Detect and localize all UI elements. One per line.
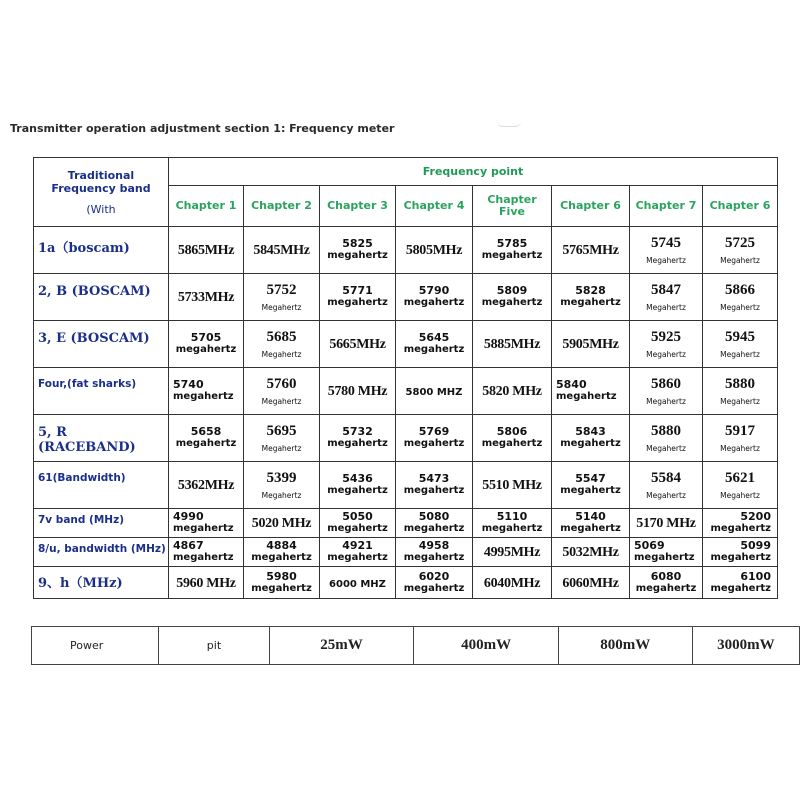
frequency-value: 5880 — [651, 422, 681, 439]
band-name-cell — [34, 415, 169, 462]
frequency-unit: megahertz — [173, 552, 234, 563]
band-name: 3, E (BOSCAM) — [38, 331, 150, 346]
band-name: 7v band (MHz) — [38, 514, 124, 526]
frequency-value: 5658 — [190, 425, 222, 438]
frequency-value: 5960 MHz — [176, 575, 236, 591]
frequency-value: 5695 — [266, 422, 297, 439]
frequency-value: 5847 — [651, 281, 681, 298]
channel-header: Chapter 7 — [630, 186, 703, 227]
frequency-value: 5860 — [651, 375, 681, 392]
frequency-value: 5752 — [266, 281, 297, 298]
frequency-unit: Megahertz — [646, 490, 686, 500]
frequency-unit: megahertz — [175, 344, 237, 355]
frequency-unit: megahertz — [560, 297, 621, 308]
band-name-cell — [34, 227, 169, 274]
frequency-cell — [169, 567, 244, 599]
frequency-cell — [703, 538, 778, 567]
table-row — [34, 538, 778, 567]
frequency-value: 5547 — [575, 472, 606, 485]
frequency-value: 5769 — [418, 425, 450, 438]
frequency-cell — [320, 567, 396, 599]
channel-header: Chapter 2 — [244, 186, 320, 227]
frequency-unit: megahertz — [481, 250, 543, 261]
frequency-cell — [552, 567, 630, 599]
frequency-cell — [320, 274, 396, 321]
frequency-unit: Megahertz — [720, 443, 760, 453]
frequency-value: 5645 — [418, 331, 450, 344]
frequency-unit: megahertz — [560, 438, 621, 449]
table-row — [34, 509, 778, 538]
frequency-value: 5705 — [190, 331, 222, 344]
frequency-value: 5399 — [266, 469, 297, 486]
frequency-unit: Megahertz — [646, 349, 686, 359]
band-name: 61(Bandwidth) — [38, 472, 126, 484]
frequency-value: 5510 MHz — [482, 478, 542, 493]
frequency-cell — [244, 274, 320, 321]
frequency-cell — [473, 509, 552, 538]
frequency-cell — [396, 538, 473, 567]
frequency-cell — [703, 368, 778, 415]
frequency-cell — [396, 462, 473, 509]
frequency-value: 6020 — [418, 569, 450, 583]
frequency-value: 4867 — [173, 539, 204, 552]
frequency-unit: megahertz — [327, 552, 388, 563]
frequency-value: 5866 — [725, 281, 755, 298]
frequency-cell — [169, 274, 244, 321]
frequency-cell — [169, 462, 244, 509]
frequency-cell — [244, 462, 320, 509]
frequency-cell — [473, 368, 552, 415]
frequency-value: 5069 — [634, 539, 665, 552]
channel-header: Chapter 1 — [169, 186, 244, 227]
power-table — [31, 626, 800, 665]
power-unit: pit — [159, 627, 270, 665]
frequency-cell — [169, 227, 244, 274]
frequency-unit: megahertz — [710, 523, 771, 534]
frequency-cell — [703, 567, 778, 599]
frequency-cell — [244, 415, 320, 462]
frequency-unit: megahertz — [481, 438, 543, 449]
frequency-unit: megahertz — [173, 391, 234, 402]
frequency-value: 4884 — [266, 539, 297, 552]
frequency-cell — [630, 538, 703, 567]
frequency-value: 5436 — [342, 472, 373, 485]
frequency-unit: Megahertz — [720, 396, 760, 406]
frequency-unit: megahertz — [710, 552, 771, 563]
frequency-table — [33, 157, 778, 599]
frequency-value: 5760 — [266, 375, 297, 392]
frequency-unit: megahertz — [327, 438, 388, 449]
frequency-value: 4995MHz — [483, 545, 541, 560]
frequency-value: 5825 — [342, 237, 373, 250]
frequency-value: 5732 — [342, 425, 373, 438]
frequency-cell — [703, 462, 778, 509]
frequency-cell — [320, 462, 396, 509]
frequency-value: 5917 — [725, 422, 755, 439]
frequency-value: 5099 — [740, 539, 771, 552]
frequency-cell — [630, 227, 703, 274]
frequency-cell — [396, 415, 473, 462]
frequency-unit: megahertz — [560, 485, 621, 496]
frequency-value: 5771 — [342, 284, 373, 297]
frequency-unit: megahertz — [403, 552, 465, 563]
frequency-unit: megahertz — [556, 391, 617, 402]
frequency-unit: megahertz — [635, 582, 697, 594]
frequency-unit: megahertz — [251, 582, 312, 594]
table-row — [34, 227, 778, 274]
frequency-cell — [552, 321, 630, 368]
frequency-cell — [320, 227, 396, 274]
frequency-value: 5980 — [266, 569, 297, 583]
frequency-unit: megahertz — [327, 297, 388, 308]
table-row — [34, 274, 778, 321]
frequency-unit: megahertz — [251, 552, 312, 563]
frequency-cell — [320, 368, 396, 415]
frequency-cell — [396, 274, 473, 321]
frequency-value: 5020 MHz — [251, 516, 312, 531]
frequency-cell — [703, 415, 778, 462]
frequency-value: 6060MHz — [562, 575, 619, 591]
frequency-value: 5050 — [342, 510, 373, 523]
frequency-cell — [630, 415, 703, 462]
frequency-value: 5945 — [725, 328, 755, 345]
frequency-cell — [169, 368, 244, 415]
frequency-unit: megahertz — [327, 523, 388, 534]
frequency-value: 5080 — [418, 510, 450, 523]
frequency-cell — [473, 274, 552, 321]
frequency-cell — [396, 567, 473, 599]
channel-header: Chapter 3 — [320, 186, 396, 227]
frequency-unit: Megahertz — [720, 490, 760, 500]
frequency-cell — [396, 368, 473, 415]
band-name-cell — [34, 462, 169, 509]
frequency-point-header: Frequency point — [169, 158, 778, 186]
frequency-cell — [244, 509, 320, 538]
frequency-cell — [630, 321, 703, 368]
band-name: 8/u, bandwidth (MHz) — [38, 543, 166, 555]
frequency-value: 5805MHz — [405, 243, 463, 258]
power-label: Power — [32, 627, 159, 665]
frequency-value: 5725 — [725, 234, 755, 251]
frequency-unit: megahertz — [327, 250, 388, 261]
frequency-value: 5170 MHz — [636, 516, 696, 531]
band-name-cell — [34, 567, 169, 599]
band-name: 5, R (RACEBAND) — [38, 425, 136, 455]
frequency-value: 5785 — [496, 237, 528, 250]
frequency-cell — [473, 567, 552, 599]
frequency-value: 5765MHz — [562, 243, 619, 258]
frequency-value: 4958 — [418, 539, 450, 552]
frequency-cell — [630, 509, 703, 538]
frequency-unit: Megahertz — [646, 255, 686, 265]
frequency-cell — [473, 538, 552, 567]
frequency-value: 5584 — [651, 469, 681, 486]
frequency-unit: Megahertz — [261, 349, 302, 359]
frequency-cell — [320, 415, 396, 462]
frequency-cell — [244, 567, 320, 599]
frequency-cell — [552, 274, 630, 321]
power-value: 400mW — [414, 627, 559, 665]
frequency-cell — [703, 509, 778, 538]
band-header-sub: (With — [86, 202, 116, 216]
frequency-cell — [703, 227, 778, 274]
frequency-cell — [630, 462, 703, 509]
frequency-cell — [320, 509, 396, 538]
frequency-unit: megahertz — [481, 523, 543, 534]
frequency-unit: Megahertz — [646, 396, 686, 406]
frequency-value: 5733MHz — [177, 290, 235, 305]
frequency-value: 5665MHz — [329, 337, 386, 352]
band-name-cell — [34, 538, 169, 567]
frequency-value: 5865MHz — [177, 243, 235, 258]
frequency-unit: megahertz — [403, 523, 465, 534]
frequency-value: 5800 MHZ — [405, 387, 463, 398]
frequency-value: 5740 — [173, 378, 204, 391]
table-row — [34, 567, 778, 599]
frequency-unit: Megahertz — [646, 443, 686, 453]
frequency-unit: megahertz — [481, 297, 543, 308]
frequency-value: 5880 — [725, 375, 755, 392]
frequency-unit: megahertz — [175, 438, 237, 449]
channel-header: Chapter Five — [473, 186, 552, 227]
frequency-unit: Megahertz — [646, 302, 686, 312]
band-header-label: Traditional Frequency band — [51, 168, 151, 195]
frequency-value: 5809 — [496, 284, 528, 297]
frequency-unit: megahertz — [403, 485, 465, 496]
frequency-cell — [244, 227, 320, 274]
frequency-cell — [703, 274, 778, 321]
band-name: Four,(fat sharks) — [38, 378, 137, 390]
frequency-value: 4990 — [173, 510, 204, 523]
band-name-cell — [34, 368, 169, 415]
table-row — [34, 321, 778, 368]
frequency-unit: megahertz — [710, 582, 771, 594]
frequency-value: 5621 — [725, 469, 755, 486]
frequency-cell — [320, 538, 396, 567]
table-row — [34, 462, 778, 509]
frequency-unit: Megahertz — [261, 396, 302, 406]
frequency-cell — [552, 415, 630, 462]
frequency-cell — [169, 321, 244, 368]
frequency-cell — [473, 227, 552, 274]
frequency-cell — [169, 538, 244, 567]
table-row — [34, 415, 778, 462]
frequency-cell — [320, 321, 396, 368]
frequency-cell — [703, 321, 778, 368]
band-name: 2, B (BOSCAM) — [38, 284, 151, 299]
frequency-unit: Megahertz — [720, 349, 760, 359]
frequency-cell — [552, 227, 630, 274]
frequency-unit: Megahertz — [261, 302, 302, 312]
power-value: 3000mW — [692, 627, 799, 665]
frequency-cell — [473, 321, 552, 368]
frequency-value: 5473 — [418, 472, 450, 485]
frequency-value: 5790 — [418, 284, 450, 297]
frequency-value: 5843 — [575, 425, 606, 438]
frequency-unit: megahertz — [403, 297, 465, 308]
frequency-value: 5806 — [496, 425, 528, 438]
frequency-unit: megahertz — [327, 485, 388, 496]
band-name: 9、h（MHz) — [38, 576, 123, 591]
frequency-value: 5905MHz — [562, 337, 619, 352]
band-name: 1a（boscam) — [38, 241, 130, 256]
frequency-value: 5828 — [575, 284, 606, 297]
power-value: 800mW — [558, 627, 692, 665]
frequency-cell — [169, 509, 244, 538]
frequency-value: 5840 — [556, 378, 587, 391]
frequency-unit: Megahertz — [720, 255, 760, 265]
frequency-cell — [169, 415, 244, 462]
frequency-value: 5820 MHz — [482, 384, 542, 399]
frequency-unit: Megahertz — [720, 302, 760, 312]
frequency-value: 5032MHz — [562, 545, 619, 560]
frequency-value: 6040MHz — [483, 575, 541, 591]
frequency-cell — [396, 509, 473, 538]
frequency-value: 5200 — [740, 510, 771, 523]
frequency-value: 5925 — [651, 328, 681, 345]
frequency-cell — [244, 368, 320, 415]
frequency-cell — [552, 509, 630, 538]
frequency-cell — [473, 415, 552, 462]
frequency-unit: megahertz — [560, 523, 621, 534]
frequency-cell — [552, 538, 630, 567]
band-name-cell — [34, 509, 169, 538]
frequency-cell — [630, 567, 703, 599]
frequency-value: 5110 — [496, 510, 528, 523]
frequency-value: 5362MHz — [177, 478, 235, 493]
frequency-value: 6000 MHZ — [329, 578, 386, 590]
frequency-unit: megahertz — [403, 438, 465, 449]
frequency-value: 5845MHz — [253, 243, 310, 258]
frequency-value: 5780 MHz — [327, 384, 388, 399]
page-title: Transmitter operation adjustment section 1: Frequency meter — [10, 122, 395, 135]
frequency-cell — [552, 368, 630, 415]
frequency-unit: megahertz — [403, 582, 465, 594]
frequency-value: 4921 — [342, 539, 373, 552]
channel-header: Chapter 4 — [396, 186, 473, 227]
band-name-cell — [34, 274, 169, 321]
frequency-cell — [630, 368, 703, 415]
frequency-unit: Megahertz — [261, 490, 302, 500]
frequency-value: 5140 — [575, 510, 606, 523]
frequency-unit: megahertz — [173, 523, 234, 534]
decorative-mark — [497, 121, 521, 127]
frequency-cell — [244, 321, 320, 368]
channel-header: Chapter 6 — [552, 186, 630, 227]
power-value: 25mW — [269, 627, 414, 665]
frequency-unit: megahertz — [634, 552, 695, 563]
frequency-value: 6080 — [650, 569, 682, 583]
channel-header: Chapter 6 — [703, 186, 778, 227]
frequency-value: 6100 — [740, 569, 771, 583]
frequency-cell — [473, 462, 552, 509]
band-name-cell — [34, 321, 169, 368]
frequency-cell — [552, 462, 630, 509]
frequency-cell — [396, 227, 473, 274]
frequency-cell — [244, 538, 320, 567]
frequency-unit: megahertz — [403, 344, 465, 355]
frequency-cell — [396, 321, 473, 368]
table-row — [34, 368, 778, 415]
frequency-value: 5685 — [266, 328, 297, 345]
frequency-cell — [630, 274, 703, 321]
frequency-unit: Megahertz — [261, 443, 302, 453]
frequency-value: 5885MHz — [483, 337, 541, 352]
frequency-value: 5745 — [651, 234, 681, 251]
band-header-cell — [34, 158, 169, 227]
